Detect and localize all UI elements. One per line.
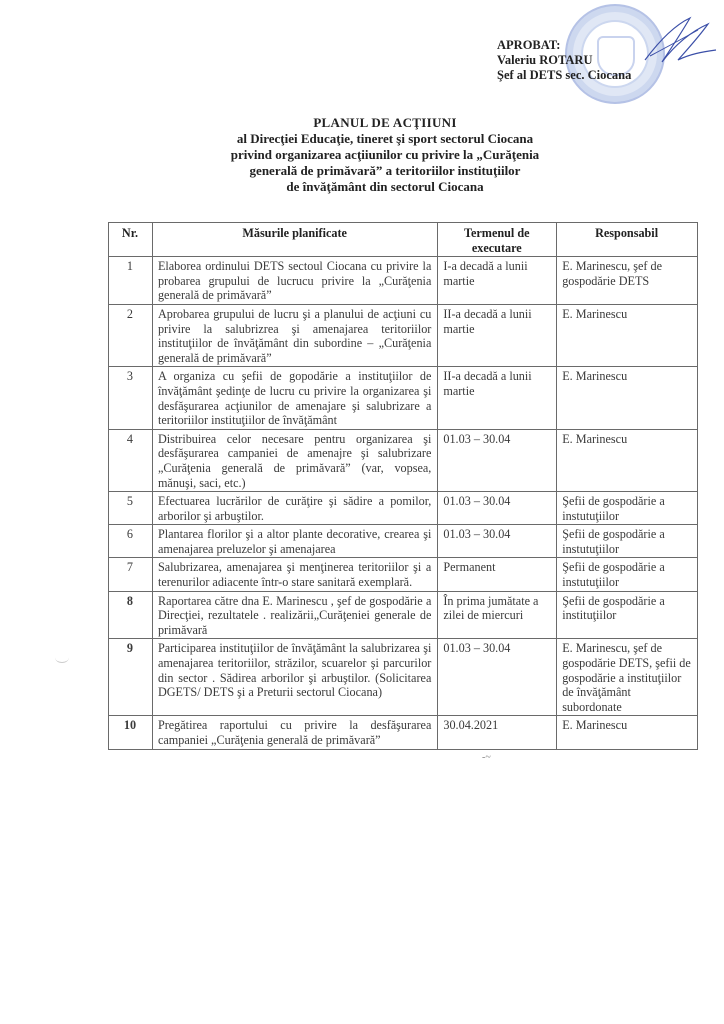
table-row — [109, 367, 698, 429]
row-term: I-a decadă a lunii martie — [438, 257, 557, 305]
title-line-5: de învăţământ din sectorul Ciocana — [286, 179, 484, 194]
signature — [640, 10, 720, 70]
table-row — [109, 429, 698, 491]
header-term: Termenul de executare — [438, 223, 557, 257]
row-responsible: E. Marinescu, şef de gospodărie DETS, şefii de gospodărie a instituţiilor de învăţământ subordonate — [557, 639, 698, 716]
row-responsible: Şefii de gospodărie a instutuţiilor — [557, 525, 698, 558]
title-line-4: generală de primăvară” a teritoriilor instituţiilor — [249, 163, 521, 178]
row-responsible: Şefii de gospodărie a instutuţiilor — [557, 558, 698, 591]
approval-label: APROBAT: — [497, 38, 561, 52]
row-number: 5 — [109, 492, 153, 525]
row-measure: Salubrizarea, amenajarea şi menţinerea teritoriilor şi a terenurilor adiacente într-o stare sanitară exemplară. — [152, 558, 437, 591]
row-measure: Plantarea florilor şi a altor plante decorative, crearea şi amenajarea preluzelor şi amenajarea — [152, 525, 437, 558]
table-row — [109, 304, 698, 366]
header-nr: Nr. — [109, 223, 153, 257]
document-title — [150, 115, 620, 195]
table-row — [109, 639, 698, 716]
row-term: 01.03 – 30.04 — [438, 525, 557, 558]
scan-artifact — [55, 652, 69, 663]
row-measure: Elaborea ordinului DETS sectoul Ciocana cu privire la probarea grupului de lucrucu privire la „Curăţenia generală de primăvară” — [152, 257, 437, 305]
row-responsible: Şefii de gospodărie a instituţiilor — [557, 591, 698, 639]
table-header-row — [109, 223, 698, 257]
row-number: 9 — [109, 639, 153, 716]
row-term: II-a decadă a lunii martie — [438, 367, 557, 429]
title-line-2: al Direcţiei Educaţie, tineret şi sport sectorul Ciocana — [236, 131, 534, 146]
row-responsible: E. Marinescu — [557, 367, 698, 429]
scan-artifact: -~ — [482, 752, 491, 763]
table-row — [109, 716, 698, 749]
row-term: 01.03 – 30.04 — [438, 492, 557, 525]
row-responsible: E. Marinescu — [557, 304, 698, 366]
row-number: 1 — [109, 257, 153, 305]
row-measure: Efectuarea lucrărilor de curăţire şi sădire a pomilor, arborilor şi arbuştilor. — [152, 492, 437, 525]
row-measure: Pregătirea raportului cu privire la desfăşurarea campaniei „Curăţenia generală de primăvară” — [152, 716, 437, 749]
row-responsible: E. Marinescu, şef de gospodărie DETS — [557, 257, 698, 305]
approval-block — [497, 38, 631, 83]
title-main: PLANUL DE ACŢIIUNI — [313, 115, 457, 130]
header-responsible: Responsabil — [557, 223, 698, 257]
row-term: 01.03 – 30.04 — [438, 429, 557, 491]
row-number: 8 — [109, 591, 153, 639]
header-measures: Măsurile planificate — [152, 223, 437, 257]
row-number: 10 — [109, 716, 153, 749]
row-measure: Aprobarea grupului de lucru şi a planului de acţiuni cu privire la salubrizrea şi amenajarea teritoriilor instituţiilor de învăţământ din subordine – „Curăţenia generală de primăvară” — [152, 304, 437, 366]
row-term: 01.03 – 30.04 — [438, 639, 557, 716]
row-term: II-a decadă a lunii martie — [438, 304, 557, 366]
row-term: Permanent — [438, 558, 557, 591]
row-measure: A organiza cu şefii de gopodărie a instituţiilor de învăţământ şedinţe de lucru cu privire la organizarea şi desfăşurarea acţiunilor de amenajare şi salubrizare a teritoriilor instituţiilor de învăţământ — [152, 367, 437, 429]
approver-title: Şef al DETS sec. Ciocana — [497, 68, 632, 82]
row-measure: Participarea instituţiilor de învăţământ la salubrizarea şi amenajarea teritoriilor, străzilor, scuarelor şi parcurilor din sector . Sădirea arborilor şi arbuştilor. (Solicitarea DGETS/ DETS şi a Preturii sectorul Ciocana) — [152, 639, 437, 716]
approver-name: Valeriu ROTARU — [497, 53, 593, 67]
row-term: 30.04.2021 — [438, 716, 557, 749]
row-term: În prima jumătate a zilei de miercuri — [438, 591, 557, 639]
table-row — [109, 525, 698, 558]
row-responsible: E. Marinescu — [557, 429, 698, 491]
row-number: 4 — [109, 429, 153, 491]
table-row — [109, 591, 698, 639]
row-measure: Distribuirea celor necesare pentru organizarea şi desfăşurarea campaniei de amenajre şi salubrizare „Curăţenia generală de primăvară” (var, vopsea, mănuşi, saci, etc.) — [152, 429, 437, 491]
table-row — [109, 257, 698, 305]
row-number: 3 — [109, 367, 153, 429]
table-row — [109, 558, 698, 591]
title-line-3: privind organizarea acţiiunilor cu privire la „Curăţenia — [230, 147, 540, 162]
row-number: 7 — [109, 558, 153, 591]
row-responsible: Şefii de gospodărie a instutuţiilor — [557, 492, 698, 525]
row-number: 2 — [109, 304, 153, 366]
table-row — [109, 492, 698, 525]
row-responsible: E. Marinescu — [557, 716, 698, 749]
row-number: 6 — [109, 525, 153, 558]
action-plan-table — [108, 222, 698, 750]
row-measure: Raportarea către dna E. Marinescu , şef de gospodărie a Direcţiei, rezultatele . realizării„Curăţeniei generale de primăvară — [152, 591, 437, 639]
